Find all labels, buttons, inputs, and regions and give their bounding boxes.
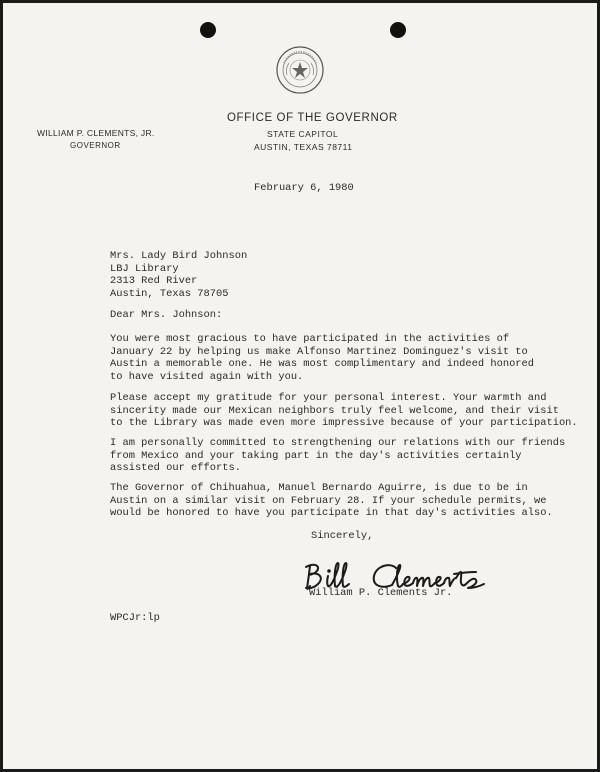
paragraph-line: would be honored to have you participate in that day's activities also. xyxy=(110,507,553,520)
paragraph-line: January 22 by helping us make Alfonso Martinez Dominguez's visit to xyxy=(110,345,528,358)
letter-date: February 6, 1980 xyxy=(254,182,354,194)
paragraph-line: to the Library was made even more impressive because of your participation. xyxy=(110,417,578,430)
closing: Sincerely, xyxy=(311,530,374,542)
recipient-line: 2313 Red River xyxy=(110,275,198,288)
paragraph-line: from Mexico and your taking part in the day's activities certainly xyxy=(110,449,522,462)
paragraph-line: to have visited again with you. xyxy=(110,370,304,383)
governor-title: GOVERNOR xyxy=(70,141,121,150)
paragraph-line: Austin on a similar visit on February 28. If your schedule permits, we xyxy=(110,494,547,507)
office-building: STATE CAPITOL xyxy=(267,129,339,139)
paragraph-line: assisted our efforts. xyxy=(110,462,241,475)
body-paragraph-3 xyxy=(110,437,565,475)
governor-name: WILLIAM P. CLEMENTS, JR. xyxy=(37,128,155,138)
punch-hole-left xyxy=(200,22,216,38)
reference-initials: WPCJr:lp xyxy=(110,612,160,624)
body-paragraph-4 xyxy=(110,482,553,520)
paragraph-line: You were most gracious to have participated in the activities of xyxy=(110,333,510,345)
punch-hole-right xyxy=(390,22,406,38)
office-city: AUSTIN, TEXAS 78711 xyxy=(254,142,353,152)
recipient-line: LBJ Library xyxy=(110,262,179,275)
signer-name: William P. Clements Jr. xyxy=(309,587,453,599)
paragraph-line: Austin a memorable one. He was most complimentary and indeed honored xyxy=(110,358,535,371)
paragraph-line: Please accept my gratitude for your personal interest. Your warmth and xyxy=(110,392,547,404)
body-paragraph-2 xyxy=(110,392,578,430)
recipient-line: Austin, Texas 78705 xyxy=(110,287,229,300)
recipient-address xyxy=(110,250,247,300)
paragraph-line: The Governor of Chihuahua, Manuel Bernardo Aguirre, is due to be in xyxy=(110,482,528,494)
texas-state-seal-icon xyxy=(275,45,325,95)
body-paragraph-1 xyxy=(110,333,534,383)
paragraph-line: I am personally committed to strengthening our relations with our friends xyxy=(110,437,566,449)
paragraph-line: sincerity made our Mexican neighbors truly feel welcome, and their visit xyxy=(110,404,559,417)
recipient-line: Mrs. Lady Bird Johnson xyxy=(110,250,248,262)
office-title: OFFICE OF THE GOVERNOR xyxy=(227,112,398,124)
salutation: Dear Mrs. Johnson: xyxy=(110,309,223,321)
